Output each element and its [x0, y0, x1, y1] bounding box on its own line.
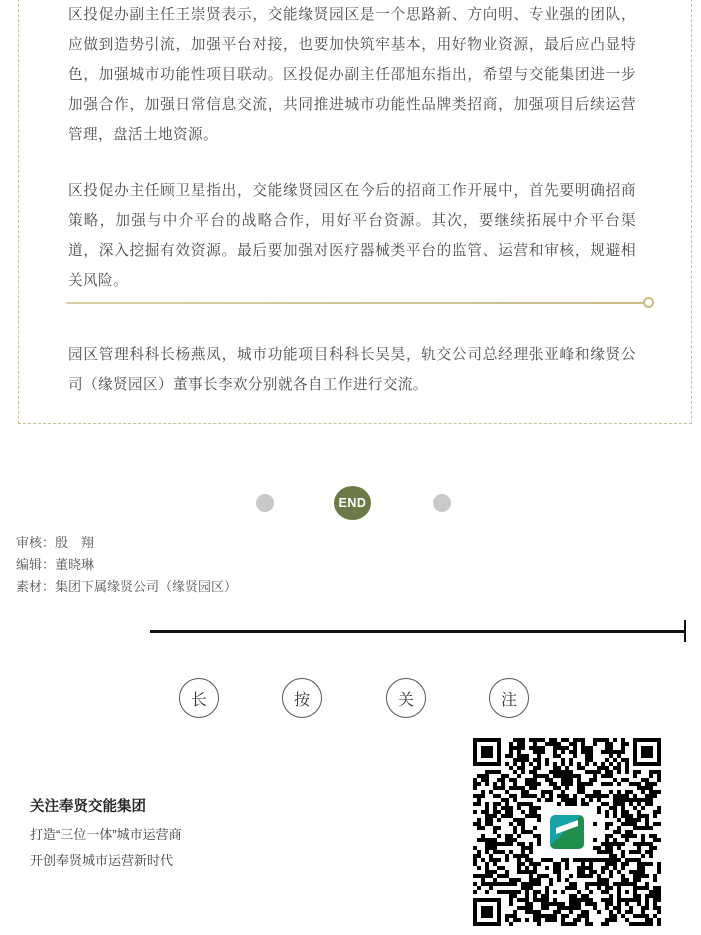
qr-code[interactable]: [473, 738, 661, 926]
cta-char-circle[interactable]: 注: [489, 678, 529, 718]
cta-char-circle[interactable]: 按: [282, 678, 322, 718]
decorative-dot-icon: [433, 494, 451, 512]
article-paragraph: 园区管理科科长杨燕凤，城市功能项目科科长吴昊，轨交公司总经理张亚峰和缘贤公司（缘贤园区）董事长李欢分别就各自工作进行交流。: [68, 347, 636, 393]
credit-line: 审核：殷 翔: [16, 535, 95, 550]
divider-bead-icon: [643, 297, 654, 308]
credits-block: [16, 532, 466, 598]
cta-char-circle[interactable]: 长: [179, 678, 219, 718]
credit-line: 编辑：董晓琳: [16, 557, 95, 572]
end-badge: END: [334, 486, 371, 520]
article-closing-block: [68, 340, 636, 426]
horizontal-rule-tick: [684, 620, 686, 642]
decorative-dot-icon: [256, 494, 274, 512]
qr-code-logo-glyph: [550, 815, 584, 849]
brand-slogan: 打造“三位一体”城市运营商: [30, 827, 182, 842]
brand-title: 关注奉贤交能集团: [30, 799, 146, 815]
end-marker-row: [0, 486, 701, 520]
divider-line: [66, 302, 644, 304]
article-paragraph: 区投促办副主任王崇贤表示，交能缘贤园区是一个思路新、方向明、专业强的团队，应做到造势引流，加强平台对接，也要加快筑牢基本，用好物业资源，最后应凸显特色，加强城市功能性项目联动。区投促办副主任邵旭东指出，希望与交能集团进一步加强合作，加强日常信息交流，共同推进城市功能性品牌类招商，加强项目后续运营管理，盘活土地资源。: [68, 7, 636, 143]
horizontal-rule: [150, 630, 686, 633]
follow-cta-row: [0, 678, 701, 720]
article-paragraph: 区投促办主任顾卫星指出，交能缘贤园区在今后的招商工作开展中，首先要明确招商策略，加强与中介平台的战略合作，用好平台资源。其次，要继续拓展中介平台渠道，深入挖掘有效资源。最后要加强对医疗器械类平台的监管、运营和审核，规避相关风险。: [68, 183, 636, 289]
brand-block: [30, 796, 330, 874]
credit-line: 素材：集团下属缘贤公司（缘贤园区）: [16, 579, 238, 594]
brand-slogan: 开创奉贤城市运营新时代: [30, 853, 174, 868]
cta-char-circle[interactable]: 关: [386, 678, 426, 718]
article-body: [68, 0, 636, 322]
section-divider: [66, 296, 654, 310]
qr-code-logo: [542, 807, 592, 857]
